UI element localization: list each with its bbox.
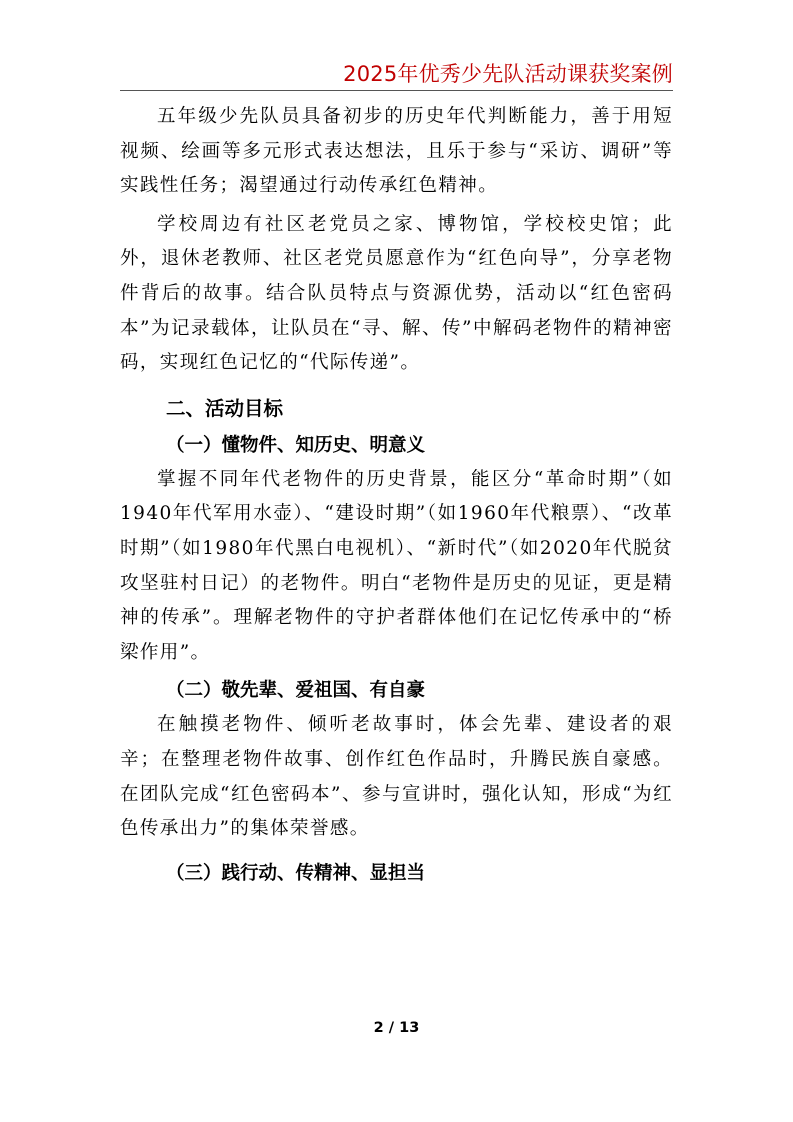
paragraph-goal-1: 掌握不同年代老物件的历史背景，能区分“革命时期”（如1940年代军用水壶）、“建设时期”（如1960年代粮票）、“改革时期”（如1980年代黑白电视机）、“新时代”（如2020年代脱贫攻坚驻村日记）的老物件。明白“老物件是历史的见证，更是精神的传承”。理解老物件的守护者群体他们在记忆传承中的“桥梁作用”。: [120, 468, 673, 663]
section-heading-goals: 二、活动目标: [166, 396, 284, 420]
subsection-heading-3: （三）践行动、传精神、显担当: [166, 862, 426, 884]
paragraph-goal-2: 在触摸老物件、倾听老故事时，体会先辈、建设者的艰辛；在整理老物件故事、创作红色作品时，升腾民族自豪感。在团队完成“红色密码本”、参与宣讲时，强化认知，形成“为红色传承出力”的集体荣誉感。: [120, 714, 673, 840]
document-body: [120, 100, 673, 891]
subsection-heading-1: （一）懂物件、知历史、明意义: [166, 434, 426, 456]
paragraph-resources: 学校周边有社区老党员之家、博物馆，学校校史馆；此外，退休老教师、社区老党员愿意作为“红色向导”，分享老物件背后的故事。结合队员特点与资源优势，活动以“红色密码本”为记录载体，让队员在“寻、解、传”中解码老物件的精神密码，实现红色记忆的“代际传递”。: [120, 213, 673, 374]
subsection-heading-2: （二）敬先辈、爱祖国、有自豪: [166, 680, 426, 702]
page-number: 2 / 13: [373, 1020, 420, 1036]
document-header-title: 2025年优秀少先队活动课获奖案例: [343, 62, 673, 86]
header-divider: [120, 90, 673, 91]
paragraph-student-profile: 五年级少先队员具备初步的历史年代判断能力，善于用短视频、绘画等多元形式表达想法，且乐于参与“采访、调研”等实践性任务；渴望通过行动传承红色精神。: [120, 106, 673, 197]
